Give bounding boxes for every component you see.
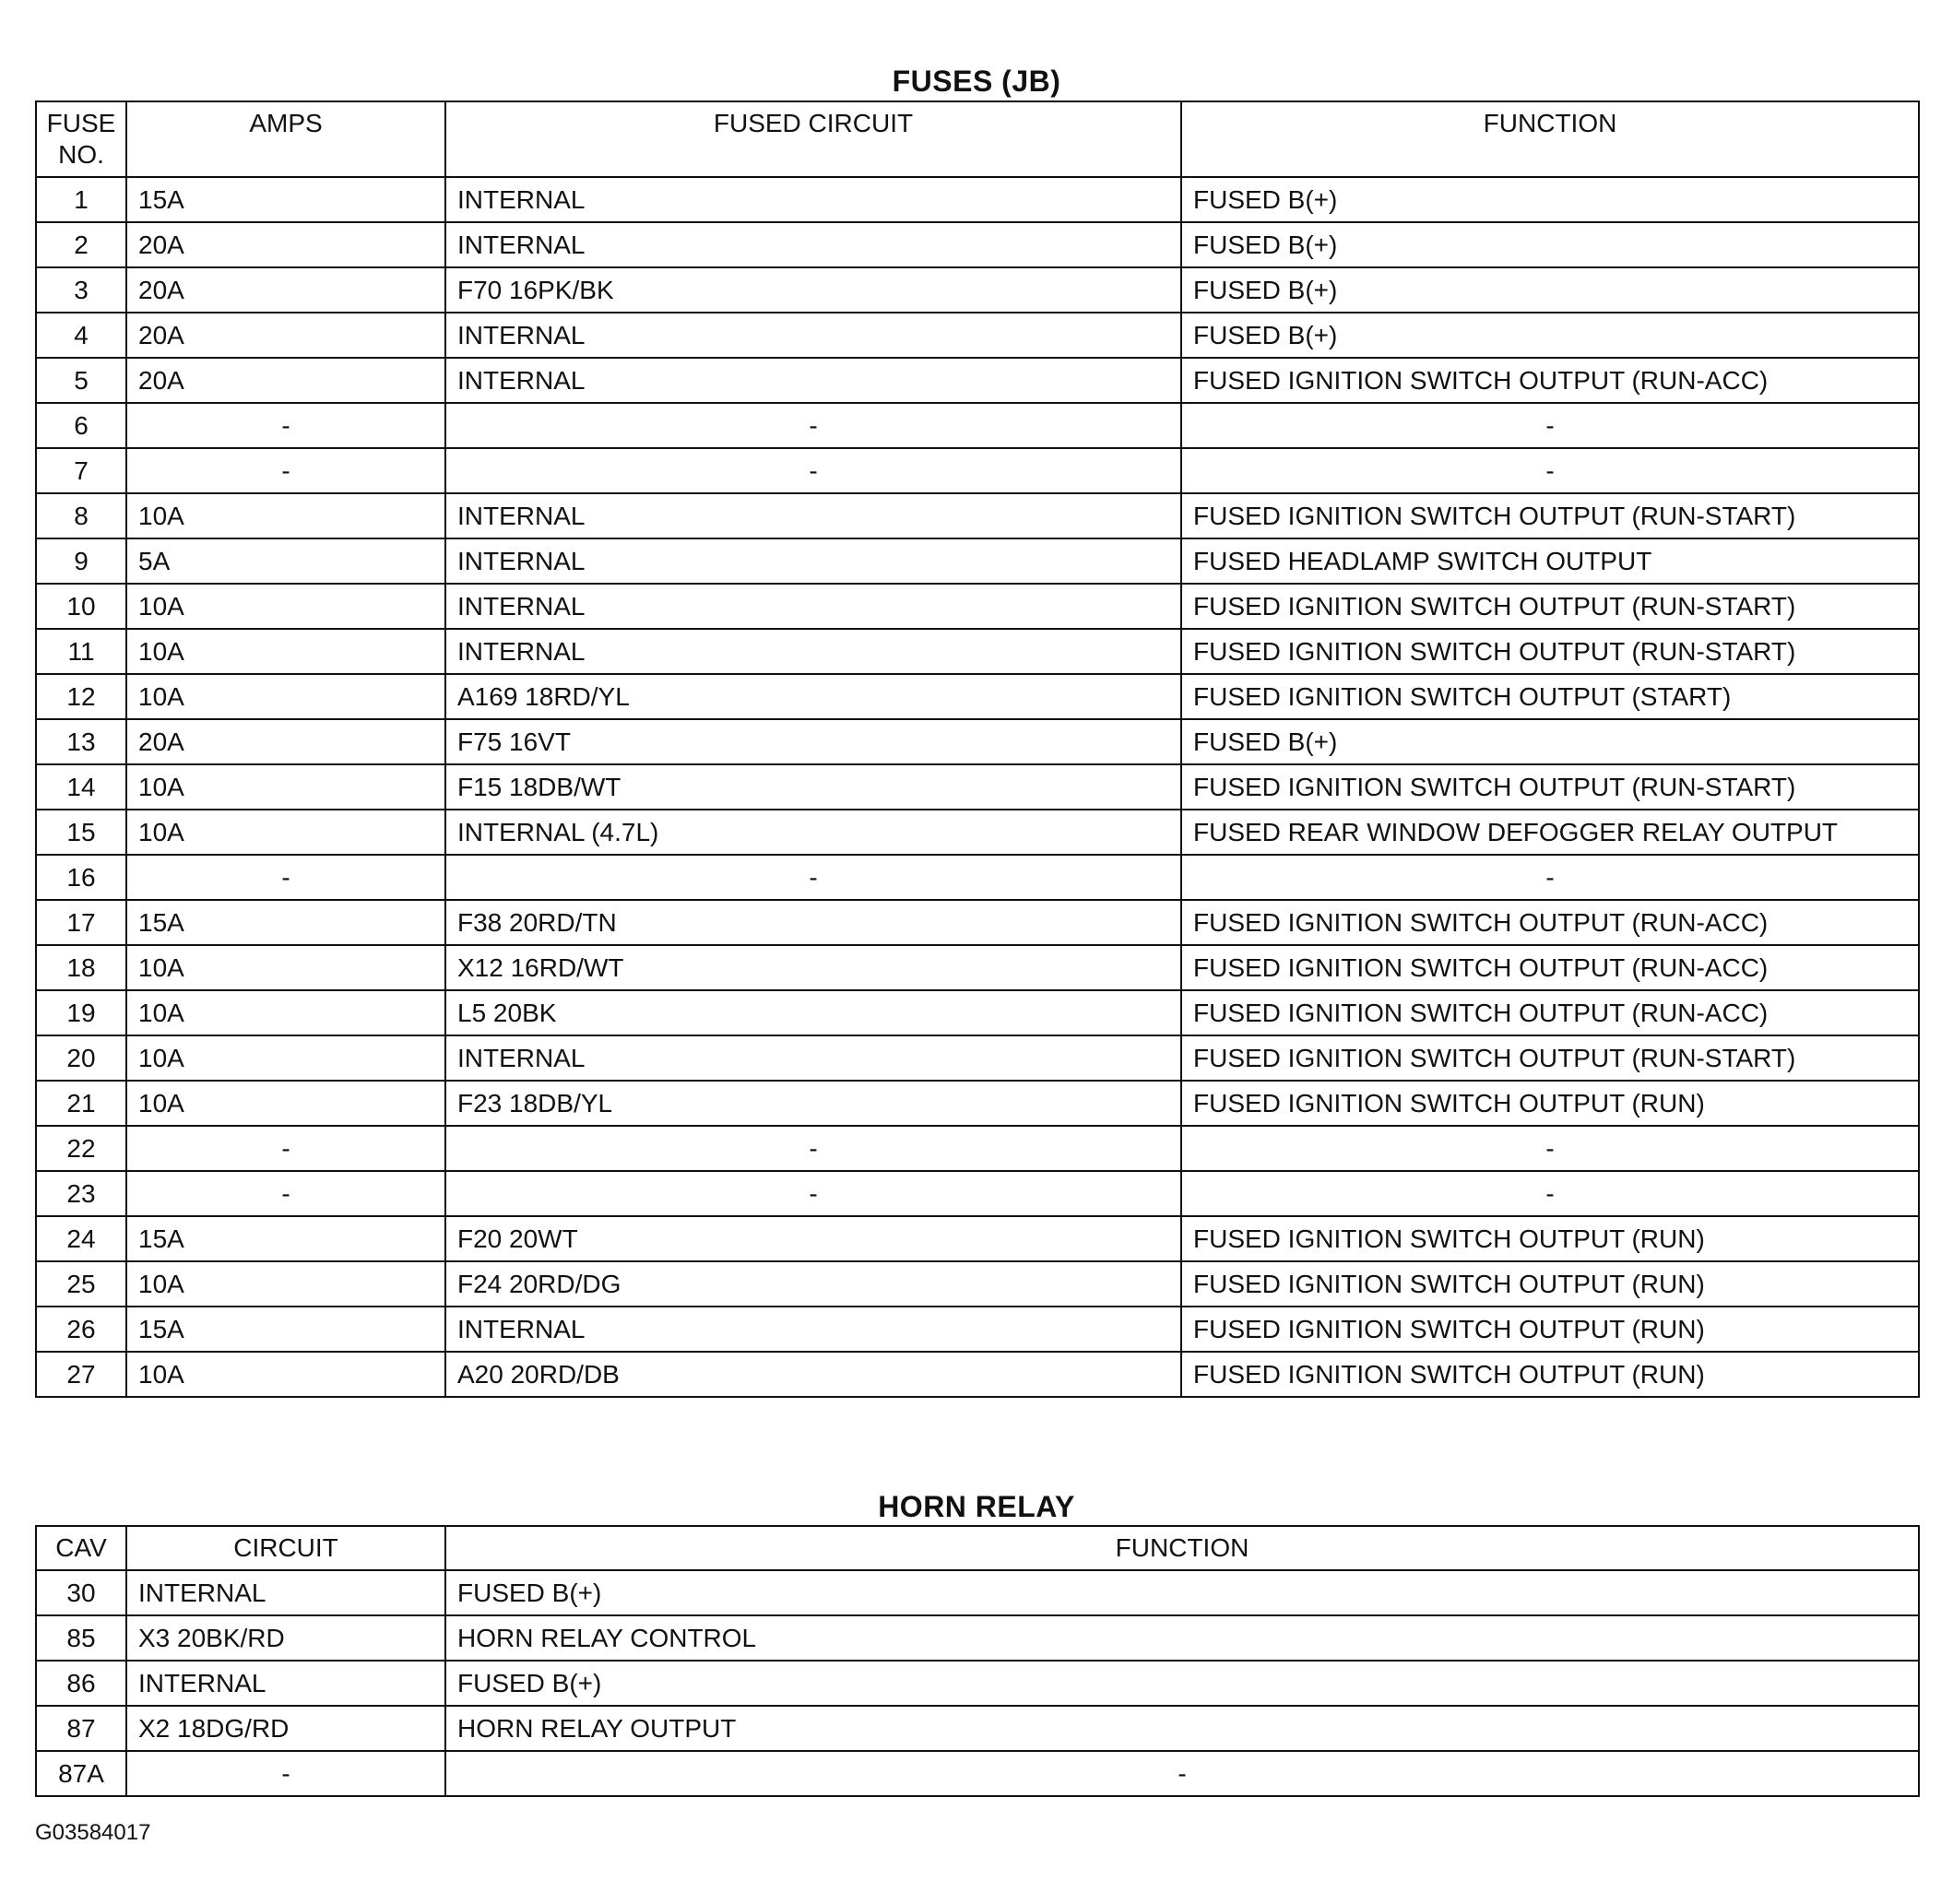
- fuse-function: FUSED REAR WINDOW DEFOGGER RELAY OUTPUT: [1181, 810, 1919, 855]
- fuse-function: FUSED B(+): [1181, 222, 1919, 267]
- fuse-function: FUSED IGNITION SWITCH OUTPUT (RUN): [1181, 1081, 1919, 1126]
- horn-cav: 85: [36, 1615, 126, 1661]
- fuse-circuit: INTERNAL: [445, 538, 1181, 584]
- fuse-function: -: [1181, 1171, 1919, 1216]
- fuse-amps: 15A: [126, 1216, 445, 1261]
- fuse-amps: 20A: [126, 358, 445, 403]
- fuse-function: FUSED IGNITION SWITCH OUTPUT (RUN-START): [1181, 764, 1919, 810]
- fuse-number: 24: [36, 1216, 126, 1261]
- fuse-row: [36, 448, 1919, 493]
- fuse-row: [36, 1035, 1919, 1081]
- fuse-amps: 15A: [126, 1307, 445, 1352]
- horn-relay-table-title: HORN RELAY: [878, 1490, 1075, 1523]
- figure-id: G03584017: [35, 1820, 151, 1845]
- fuse-row: [36, 538, 1919, 584]
- horn-function: HORN RELAY CONTROL: [445, 1615, 1919, 1661]
- fuse-row: [36, 945, 1919, 990]
- fuse-function: FUSED IGNITION SWITCH OUTPUT (RUN-START): [1181, 584, 1919, 629]
- fuse-row: [36, 177, 1919, 222]
- cav-header: CAV: [36, 1526, 126, 1570]
- fuse-function: -: [1181, 448, 1919, 493]
- fuse-number: 17: [36, 900, 126, 945]
- fuse-circuit: -: [445, 403, 1181, 448]
- amps-header: AMPS: [126, 101, 445, 177]
- horn-relay-row: [36, 1661, 1919, 1706]
- horn-relay-row: [36, 1751, 1919, 1796]
- fuse-amps: -: [126, 1171, 445, 1216]
- fuse-circuit: F23 18DB/YL: [445, 1081, 1181, 1126]
- fuse-circuit: L5 20BK: [445, 990, 1181, 1035]
- horn-cav: 87A: [36, 1751, 126, 1796]
- fuse-function: FUSED IGNITION SWITCH OUTPUT (RUN-START): [1181, 1035, 1919, 1081]
- horn-relay-row: [36, 1570, 1919, 1615]
- fuse-circuit: INTERNAL: [445, 1307, 1181, 1352]
- fuse-no-header: FUSE NO.: [36, 101, 126, 177]
- fuse-amps: 10A: [126, 674, 445, 719]
- fuse-amps: 10A: [126, 629, 445, 674]
- horn-circuit: -: [126, 1751, 445, 1796]
- fuse-function: FUSED IGNITION SWITCH OUTPUT (RUN): [1181, 1216, 1919, 1261]
- horn-function: FUSED B(+): [445, 1661, 1919, 1706]
- fuse-row: [36, 990, 1919, 1035]
- horn-circuit: X2 18DG/RD: [126, 1706, 445, 1751]
- fuse-row: [36, 584, 1919, 629]
- fuse-row: [36, 1171, 1919, 1216]
- fuse-number: 14: [36, 764, 126, 810]
- fuse-circuit: F75 16VT: [445, 719, 1181, 764]
- fuse-function: FUSED IGNITION SWITCH OUTPUT (RUN-ACC): [1181, 358, 1919, 403]
- fuse-amps: 10A: [126, 810, 445, 855]
- fuse-amps: 15A: [126, 900, 445, 945]
- horn-relay-table: [35, 1525, 1920, 1797]
- fuse-circuit: INTERNAL: [445, 222, 1181, 267]
- fuse-circuit: -: [445, 1171, 1181, 1216]
- fuse-amps: 10A: [126, 945, 445, 990]
- fuse-circuit: A169 18RD/YL: [445, 674, 1181, 719]
- fuse-number: 4: [36, 313, 126, 358]
- fuse-row: [36, 900, 1919, 945]
- fuse-row: [36, 358, 1919, 403]
- fuse-circuit: -: [445, 448, 1181, 493]
- fuse-circuit: -: [445, 855, 1181, 900]
- fuse-circuit: INTERNAL: [445, 629, 1181, 674]
- fuse-amps: -: [126, 855, 445, 900]
- fuse-number: 19: [36, 990, 126, 1035]
- horn-function-header: FUNCTION: [445, 1526, 1919, 1570]
- fuse-function: -: [1181, 855, 1919, 900]
- horn-cav: 87: [36, 1706, 126, 1751]
- horn-relay-row: [36, 1615, 1919, 1661]
- fuse-amps: 15A: [126, 177, 445, 222]
- fuse-amps: 10A: [126, 1035, 445, 1081]
- fuse-row: [36, 313, 1919, 358]
- fuse-row: [36, 1126, 1919, 1171]
- fuse-function: FUSED IGNITION SWITCH OUTPUT (RUN): [1181, 1307, 1919, 1352]
- horn-relay-row: [36, 1706, 1919, 1751]
- fuse-function: FUSED B(+): [1181, 313, 1919, 358]
- fuse-amps: 10A: [126, 493, 445, 538]
- fuse-circuit: F38 20RD/TN: [445, 900, 1181, 945]
- fuse-amps: 10A: [126, 990, 445, 1035]
- fuse-function: FUSED IGNITION SWITCH OUTPUT (RUN-ACC): [1181, 900, 1919, 945]
- fuse-function: FUSED B(+): [1181, 719, 1919, 764]
- fuse-number: 13: [36, 719, 126, 764]
- horn-function: FUSED B(+): [445, 1570, 1919, 1615]
- function-header: FUNCTION: [1181, 101, 1919, 177]
- fuse-number: 1: [36, 177, 126, 222]
- fuse-function: FUSED B(+): [1181, 177, 1919, 222]
- fuse-row: [36, 267, 1919, 313]
- fuse-number: 18: [36, 945, 126, 990]
- fuse-circuit: A20 20RD/DB: [445, 1352, 1181, 1397]
- fuse-row: [36, 493, 1919, 538]
- fuse-circuit: F70 16PK/BK: [445, 267, 1181, 313]
- fuse-number: 20: [36, 1035, 126, 1081]
- fuse-circuit: F15 18DB/WT: [445, 764, 1181, 810]
- fuse-number: 8: [36, 493, 126, 538]
- fuse-amps: -: [126, 448, 445, 493]
- fuse-row: [36, 1307, 1919, 1352]
- fuse-number: 9: [36, 538, 126, 584]
- fuse-amps: 5A: [126, 538, 445, 584]
- fuse-circuit: INTERNAL: [445, 1035, 1181, 1081]
- fuse-number: 7: [36, 448, 126, 493]
- fuse-amps: 20A: [126, 313, 445, 358]
- fuse-number: 21: [36, 1081, 126, 1126]
- fuse-function: FUSED IGNITION SWITCH OUTPUT (RUN-ACC): [1181, 990, 1919, 1035]
- fuses-table-title: FUSES (JB): [892, 65, 1061, 98]
- horn-function: -: [445, 1751, 1919, 1796]
- fuse-number: 5: [36, 358, 126, 403]
- fuse-amps: 10A: [126, 584, 445, 629]
- fuse-row: [36, 855, 1919, 900]
- fuse-amps: 20A: [126, 222, 445, 267]
- fuse-function: FUSED B(+): [1181, 267, 1919, 313]
- fuse-number: 6: [36, 403, 126, 448]
- fuse-function: FUSED IGNITION SWITCH OUTPUT (RUN-START): [1181, 493, 1919, 538]
- fuse-row: [36, 1261, 1919, 1307]
- fuses-table: [35, 101, 1920, 1398]
- fuse-amps: 10A: [126, 764, 445, 810]
- fuse-circuit: F20 20WT: [445, 1216, 1181, 1261]
- fuse-circuit: INTERNAL (4.7L): [445, 810, 1181, 855]
- fuse-number: 10: [36, 584, 126, 629]
- fuse-row: [36, 764, 1919, 810]
- fuse-row: [36, 1352, 1919, 1397]
- fuse-row: [36, 810, 1919, 855]
- horn-circuit: X3 20BK/RD: [126, 1615, 445, 1661]
- fuse-function: FUSED IGNITION SWITCH OUTPUT (RUN-START): [1181, 629, 1919, 674]
- fuse-number: 26: [36, 1307, 126, 1352]
- fuse-number: 12: [36, 674, 126, 719]
- fuse-amps: 10A: [126, 1352, 445, 1397]
- horn-cav: 86: [36, 1661, 126, 1706]
- fuse-circuit: INTERNAL: [445, 493, 1181, 538]
- fuse-function: FUSED IGNITION SWITCH OUTPUT (RUN-ACC): [1181, 945, 1919, 990]
- fuse-row: [36, 674, 1919, 719]
- fuse-circuit: INTERNAL: [445, 177, 1181, 222]
- fuses-header-row: [36, 101, 1919, 177]
- horn-header-row: [36, 1526, 1919, 1570]
- fuse-amps: 10A: [126, 1261, 445, 1307]
- fuse-number: 11: [36, 629, 126, 674]
- fuse-row: [36, 403, 1919, 448]
- fuse-amps: -: [126, 403, 445, 448]
- fuse-row: [36, 629, 1919, 674]
- fuse-function: FUSED IGNITION SWITCH OUTPUT (RUN): [1181, 1261, 1919, 1307]
- fuse-amps: 20A: [126, 267, 445, 313]
- fuse-circuit: -: [445, 1126, 1181, 1171]
- fuse-number: 22: [36, 1126, 126, 1171]
- fuse-circuit: X12 16RD/WT: [445, 945, 1181, 990]
- horn-function: HORN RELAY OUTPUT: [445, 1706, 1919, 1751]
- fuse-number: 27: [36, 1352, 126, 1397]
- fuse-number: 16: [36, 855, 126, 900]
- fuse-number: 3: [36, 267, 126, 313]
- fuse-circuit: INTERNAL: [445, 584, 1181, 629]
- fuse-row: [36, 719, 1919, 764]
- fuse-circuit: INTERNAL: [445, 313, 1181, 358]
- fuse-amps: 20A: [126, 719, 445, 764]
- fuse-function: FUSED HEADLAMP SWITCH OUTPUT: [1181, 538, 1919, 584]
- fuse-function: -: [1181, 403, 1919, 448]
- fuse-number: 15: [36, 810, 126, 855]
- circuit-header: CIRCUIT: [126, 1526, 445, 1570]
- fuse-row: [36, 1216, 1919, 1261]
- fuse-amps: 10A: [126, 1081, 445, 1126]
- fuse-function: FUSED IGNITION SWITCH OUTPUT (RUN): [1181, 1352, 1919, 1397]
- fuse-function: -: [1181, 1126, 1919, 1171]
- fuse-function: FUSED IGNITION SWITCH OUTPUT (START): [1181, 674, 1919, 719]
- horn-circuit: INTERNAL: [126, 1570, 445, 1615]
- fuse-number: 25: [36, 1261, 126, 1307]
- fuse-amps: -: [126, 1126, 445, 1171]
- fuse-number: 23: [36, 1171, 126, 1216]
- fuse-circuit: F24 20RD/DG: [445, 1261, 1181, 1307]
- fuse-circuit: INTERNAL: [445, 358, 1181, 403]
- horn-circuit: INTERNAL: [126, 1661, 445, 1706]
- fuse-row: [36, 1081, 1919, 1126]
- fused-circuit-header: FUSED CIRCUIT: [445, 101, 1181, 177]
- horn-cav: 30: [36, 1570, 126, 1615]
- fuse-row: [36, 222, 1919, 267]
- fuse-number: 2: [36, 222, 126, 267]
